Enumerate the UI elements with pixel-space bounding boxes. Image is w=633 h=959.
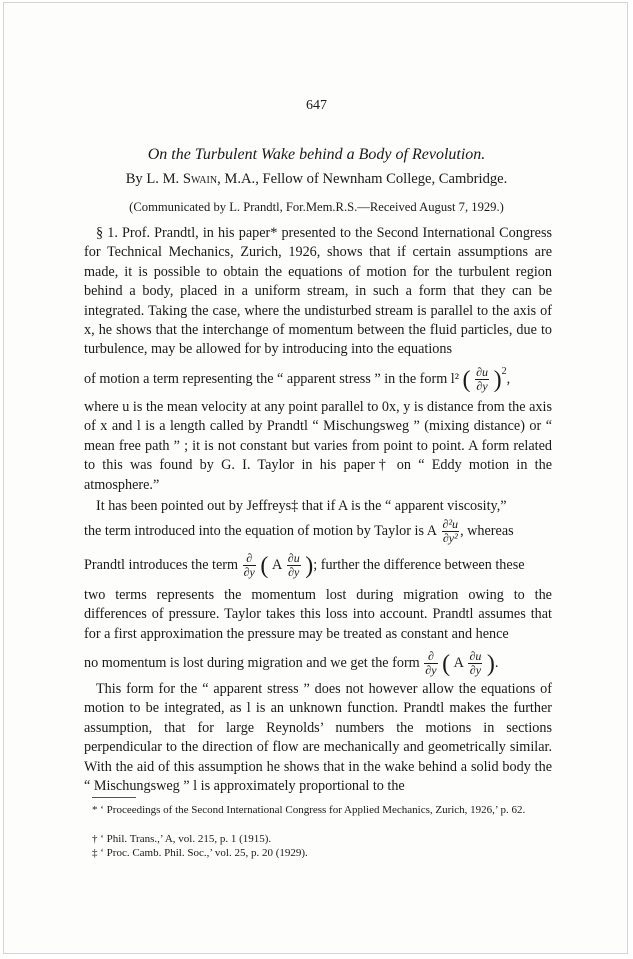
fraction-denominator: ∂y xyxy=(425,663,437,677)
fraction-denominator: ∂y xyxy=(243,565,255,579)
footnote-1: * ‘ Proceedings of the Second International Congress for Applied Mechanics, Zurich, 1926,’ p. 62. xyxy=(92,804,526,816)
paper-title: On the Turbulent Wake behind a Body of Revolution. xyxy=(147,146,486,163)
paragraph-3-start xyxy=(84,497,552,516)
fraction-numerator: ∂u xyxy=(287,551,300,565)
close-paren: ) xyxy=(486,650,495,677)
fraction-du-dy xyxy=(287,552,301,579)
footnote-3: ‡ ‘ Proc. Camb. Phil. Soc.,’ vol. 25, p. 20 (1929). xyxy=(92,847,308,859)
paragraph-4-text: This form for the “ apparent stress ” does not however allow the equations of motion to be integrated, as l is an unknown function. Prandtl makes the further assumption, that for large Reynolds’ numbers the motions in sections perpendicular to the direction of flow are mechanically and geometrically similar. With the aid of this assumption he shows that in the wake behind a solid body the “ Mischungsweg ” l is approximately proportional to the xyxy=(84,681,552,795)
formula-line-2 xyxy=(84,517,552,545)
formula-4-tail: . xyxy=(494,655,499,671)
footnote-rule xyxy=(92,797,136,798)
exponent: 2 xyxy=(501,366,507,377)
formula-1-lead: of motion a term representing the “ apparent stress ” in the form l² xyxy=(84,371,459,387)
formula-2-lead: the term introduced into the equation of motion by Taylor is A xyxy=(84,523,437,539)
formula-2-tail: , whereas xyxy=(460,523,514,539)
close-paren: ) xyxy=(493,366,502,393)
formula-line-3 xyxy=(84,551,552,579)
fraction-numerator: ∂ xyxy=(424,650,437,664)
formula-1-tail: , xyxy=(506,371,511,387)
byline-affiliation: , M.A., Fellow of Newnham College, Cambridge. xyxy=(217,171,508,187)
fraction-du-dy xyxy=(475,366,489,393)
open-paren: ( xyxy=(462,366,471,393)
paragraph-2 xyxy=(84,398,552,495)
fraction-d-dy xyxy=(243,552,256,579)
open-paren: ( xyxy=(260,552,269,579)
symbol-a: A xyxy=(453,655,464,671)
fraction-numerator: ∂u xyxy=(476,365,489,379)
symbol-a: A xyxy=(271,557,283,573)
formula-3-lead: Prandtl introduces the term xyxy=(84,557,239,573)
fraction-denominator: ∂y² xyxy=(442,531,458,545)
fraction-denominator: ∂y xyxy=(469,663,482,677)
page-number: 647 xyxy=(306,98,327,113)
byline-by: By L. M. xyxy=(125,171,180,187)
paragraph-1 xyxy=(84,224,552,360)
fraction-numerator: ∂²u xyxy=(442,517,459,531)
fraction-numerator: ∂ xyxy=(243,552,256,566)
byline xyxy=(0,171,633,188)
formula-line-4 xyxy=(84,649,552,677)
formula-4-lead: no momentum is lost during migration and we get the form xyxy=(84,655,420,671)
formula-3-tail: ; further the difference between these xyxy=(313,557,525,573)
author-surname: Swain xyxy=(182,171,218,187)
footnote-2: † ‘ Phil. Trans.,’ A, vol. 215, p. 1 (1915). xyxy=(92,833,272,845)
fraction-d-dy xyxy=(424,650,437,677)
fraction-numerator: ∂u xyxy=(469,649,482,663)
paragraph-2-text: where u is the mean velocity at any point parallel to 0x, y is distance from the axis of x and l is a length called by Prandtl “ Mischungsweg ” (mixing distance) or “ mean free path ” ; it is not constant but varies from point to point. A form related to this was found by G. I. Taylor in his paper† on “ Eddy motion in the atmosphere.” xyxy=(84,399,552,493)
close-paren: ) xyxy=(305,552,314,579)
paragraph-3-continued xyxy=(84,586,552,644)
communication-note: (Communicated by L. Prandtl, For.Mem.R.S.—Received August 7, 1929.) xyxy=(129,200,504,214)
paragraph-3b-text: two terms represents the momentum lost during migration owing to the differences of pressure. Taylor takes this loss into account. Prandtl assumes that for a first approximation the pressure may be treated as constant and hence xyxy=(84,587,552,642)
fraction-du-dy xyxy=(468,650,482,677)
fraction-denominator: ∂y xyxy=(476,379,488,393)
formula-line-1 xyxy=(84,365,552,393)
paragraph-4 xyxy=(84,680,552,796)
fraction-denominator: ∂y xyxy=(288,565,300,579)
fraction-d2u-dy2 xyxy=(442,518,460,545)
paragraph-3a-text: It has been pointed out by Jeffreys‡ that if A is the “ apparent viscosity,” xyxy=(96,498,507,514)
open-paren: ( xyxy=(442,650,451,677)
paragraph-1-text: § 1. Prof. Prandtl, in his paper* presented to the Second International Congress for Technical Mechanics, Zurich, 1926, shows that if certain assumptions are made, it is possible to obtain the equations of motion for the turbulent region behind a body, placed in a uniform stream, in such a form that they can be integrated. Taking the case, where the undisturbed stream is parallel to the axis of x, he shows that the interchange of momentum between the fluid particles, due to turbulence, may be allowed for by introducing into the equations xyxy=(84,225,552,358)
